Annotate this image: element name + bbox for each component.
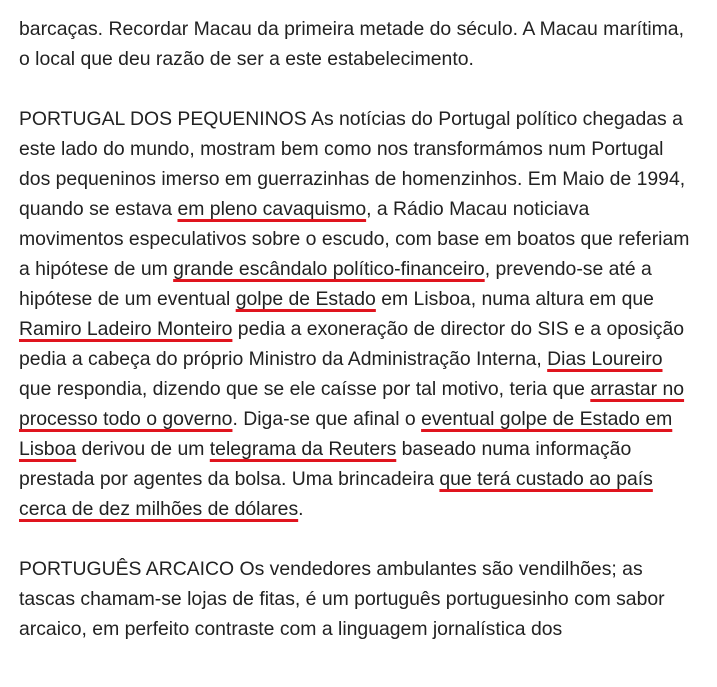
text-segment: barcaças. Recordar Macau da primeira metade do século. A Macau marítima, o local que deu razão de ser a este estabelecimento. (19, 18, 684, 70)
highlighted-phrase: arrastar no processo todo o governo (19, 378, 685, 430)
highlighted-phrase: Ramiro Ladeiro Monteiro (19, 318, 233, 340)
text-segment: pedia a exoneração de director do SIS e a oposição pedia a cabeça do próprio Ministro da Administração Interna, (19, 318, 685, 370)
text-segment: . (298, 498, 304, 520)
highlighted-phrase: grande escândalo político-financeiro (173, 258, 485, 280)
text-segment: derivou de um (76, 438, 210, 460)
highlighted-phrase: em pleno cavaquismo (177, 198, 367, 220)
highlighted-phrase: golpe de Estado (235, 288, 376, 310)
text-segment: baseado numa informação prestada por agentes da bolsa. Uma brincadeira (19, 438, 632, 490)
paragraph-1 (19, 14, 699, 74)
highlighted-phrase: eventual golpe de Estado em Lisboa (19, 408, 673, 460)
text-segment: . Diga-se que afinal o (232, 408, 422, 430)
highlighted-phrase: Dias Loureiro (547, 348, 663, 370)
paragraph-2 (19, 104, 699, 524)
text-segment: PORTUGUÊS ARCAICO Os vendedores ambulantes são vendilhões; as tascas chamam-se lojas de fitas, é um português portuguesinho com sabor arcaico, em perfeito contraste com a linguagem jornalística dos (19, 558, 665, 640)
highlighted-phrase: que terá custado ao país cerca de dez milhões de dólares (19, 468, 653, 520)
text-segment: em Lisboa, numa altura em que (375, 288, 654, 310)
text-segment: , a Rádio Macau noticiava movimentos especulativos sobre o escudo, com base em boatos que referiam a hipótese de um (19, 198, 690, 280)
text-segment: PORTUGAL DOS PEQUENINOS As notícias do Portugal político chegadas a este lado do mundo, mostram bem como nos transformámos num Portugal dos pequeninos imerso em guerrazinhas de homenzinhos. Em Maio de 1994, quando se estava (19, 108, 686, 220)
text-segment: que respondia, dizendo que se ele caísse por tal motivo, teria que (19, 378, 591, 400)
highlighted-phrase: telegrama da Reuters (209, 438, 397, 460)
text-segment: , prevendo-se até a hipótese de um eventual (19, 258, 652, 310)
article-body (19, 14, 699, 646)
paragraph-3 (19, 554, 699, 644)
